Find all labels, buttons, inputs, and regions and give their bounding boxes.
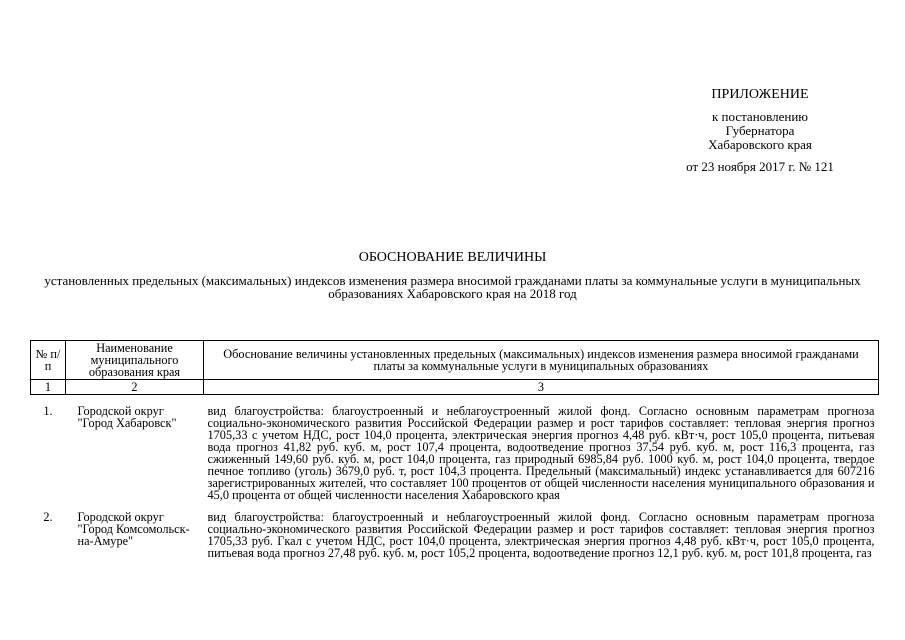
column-number-row [31,380,879,395]
document-title: ОБОСНОВАНИЕ ВЕЛИЧИНЫ [358,250,547,265]
column-number-3: 3 [204,380,879,395]
appendix-block [660,88,860,174]
header-justification: Обоснование величины установленных предельных (максимальных) индексов изменения размера вносимой гражданами платы за коммунальные услуги в муниципальных образованиях [204,341,879,380]
appendix-line-2: Губернатора [725,123,795,138]
document-title-block [20,250,885,300]
row-number: 1. [43,404,53,418]
justification-text: вид благоустройства: благоустроенный и неблагоустроенный жилой фонд. Согласно основным параметрам прогноза социально-экономического развития Российской Федерации размер и рост тарифов составляет: тепловая энергия прогноз 1705,33 руб. Гкал с учетом НДС, рост 104,0 процента, электрическая энергия прогноз 4,48 руб. кВт·ч, рост 105,0 процента, питьевая вода прогноз 27,48 руб. куб. м, рост 105,2 процента, водоотведение прогноз 12,1 руб. куб. м, рост 101,8 процента, газ [207,510,875,560]
column-number-2: 2 [66,380,204,395]
municipality-name: Городской округ "Город Хабаровск" [77,404,177,430]
document-subtitle: установленных предельных (максимальных) индексов изменения размера вносимой гражданами платы за коммунальные услуги в муниципальных образованиях Хабаровского края на 2018 год [44,273,861,301]
justification-text: вид благоустройства: благоустроенный и неблагоустроенный жилой фонд. Согласно основным параметрам прогноза социально-экономического развития Российской Федерации размер и рост тарифов составляет: тепловая энергия прогноз 1705,33 с учетом НДС, рост 104,0 процента, электрическая энергия прогноз 4,48 руб. кВт·ч, рост 105,0 процента, питьевая вода прогноз 41,82 руб. куб. м, рост 107,4 процента, водоотведение прогноз 37,54 руб. куб. м, рост 116,3 процента, газ сжиженный 149,60 руб. куб. м, рост 104,0 процента, газ природный 6985,84 руб. 1000 куб. м, рост 104,0 процента, твердое печное топливо (уголь) 3679,0 руб. т, рост 104,3 процента. Предельный (максимальный) индекс устанавливается для 607216 зарегистрированных жителей, что составляет 100 процентов от общей численности населения муниципального образования и 45,0 процента от общей численности населения Хабаровского края [207,404,875,502]
appendix-heading: ПРИЛОЖЕНИЕ [711,87,809,102]
appendix-line-1: к постановлению [711,109,809,124]
column-number-1: 1 [31,380,66,395]
municipality-name: Городской округ "Город Комсомольск-на-Амуре" [77,510,190,548]
row-number: 2. [43,510,53,524]
appendix-line-3: Хабаровского края [708,137,812,152]
header-municipality: Наименование муниципального образования края [66,341,204,380]
table-row [31,511,879,559]
table-row [31,405,879,501]
justification-table [30,340,879,559]
table-header-row [31,341,879,380]
header-number: № п/п [31,341,66,380]
appendix-date: от 23 ноября 2017 г. № 121 [686,159,834,174]
